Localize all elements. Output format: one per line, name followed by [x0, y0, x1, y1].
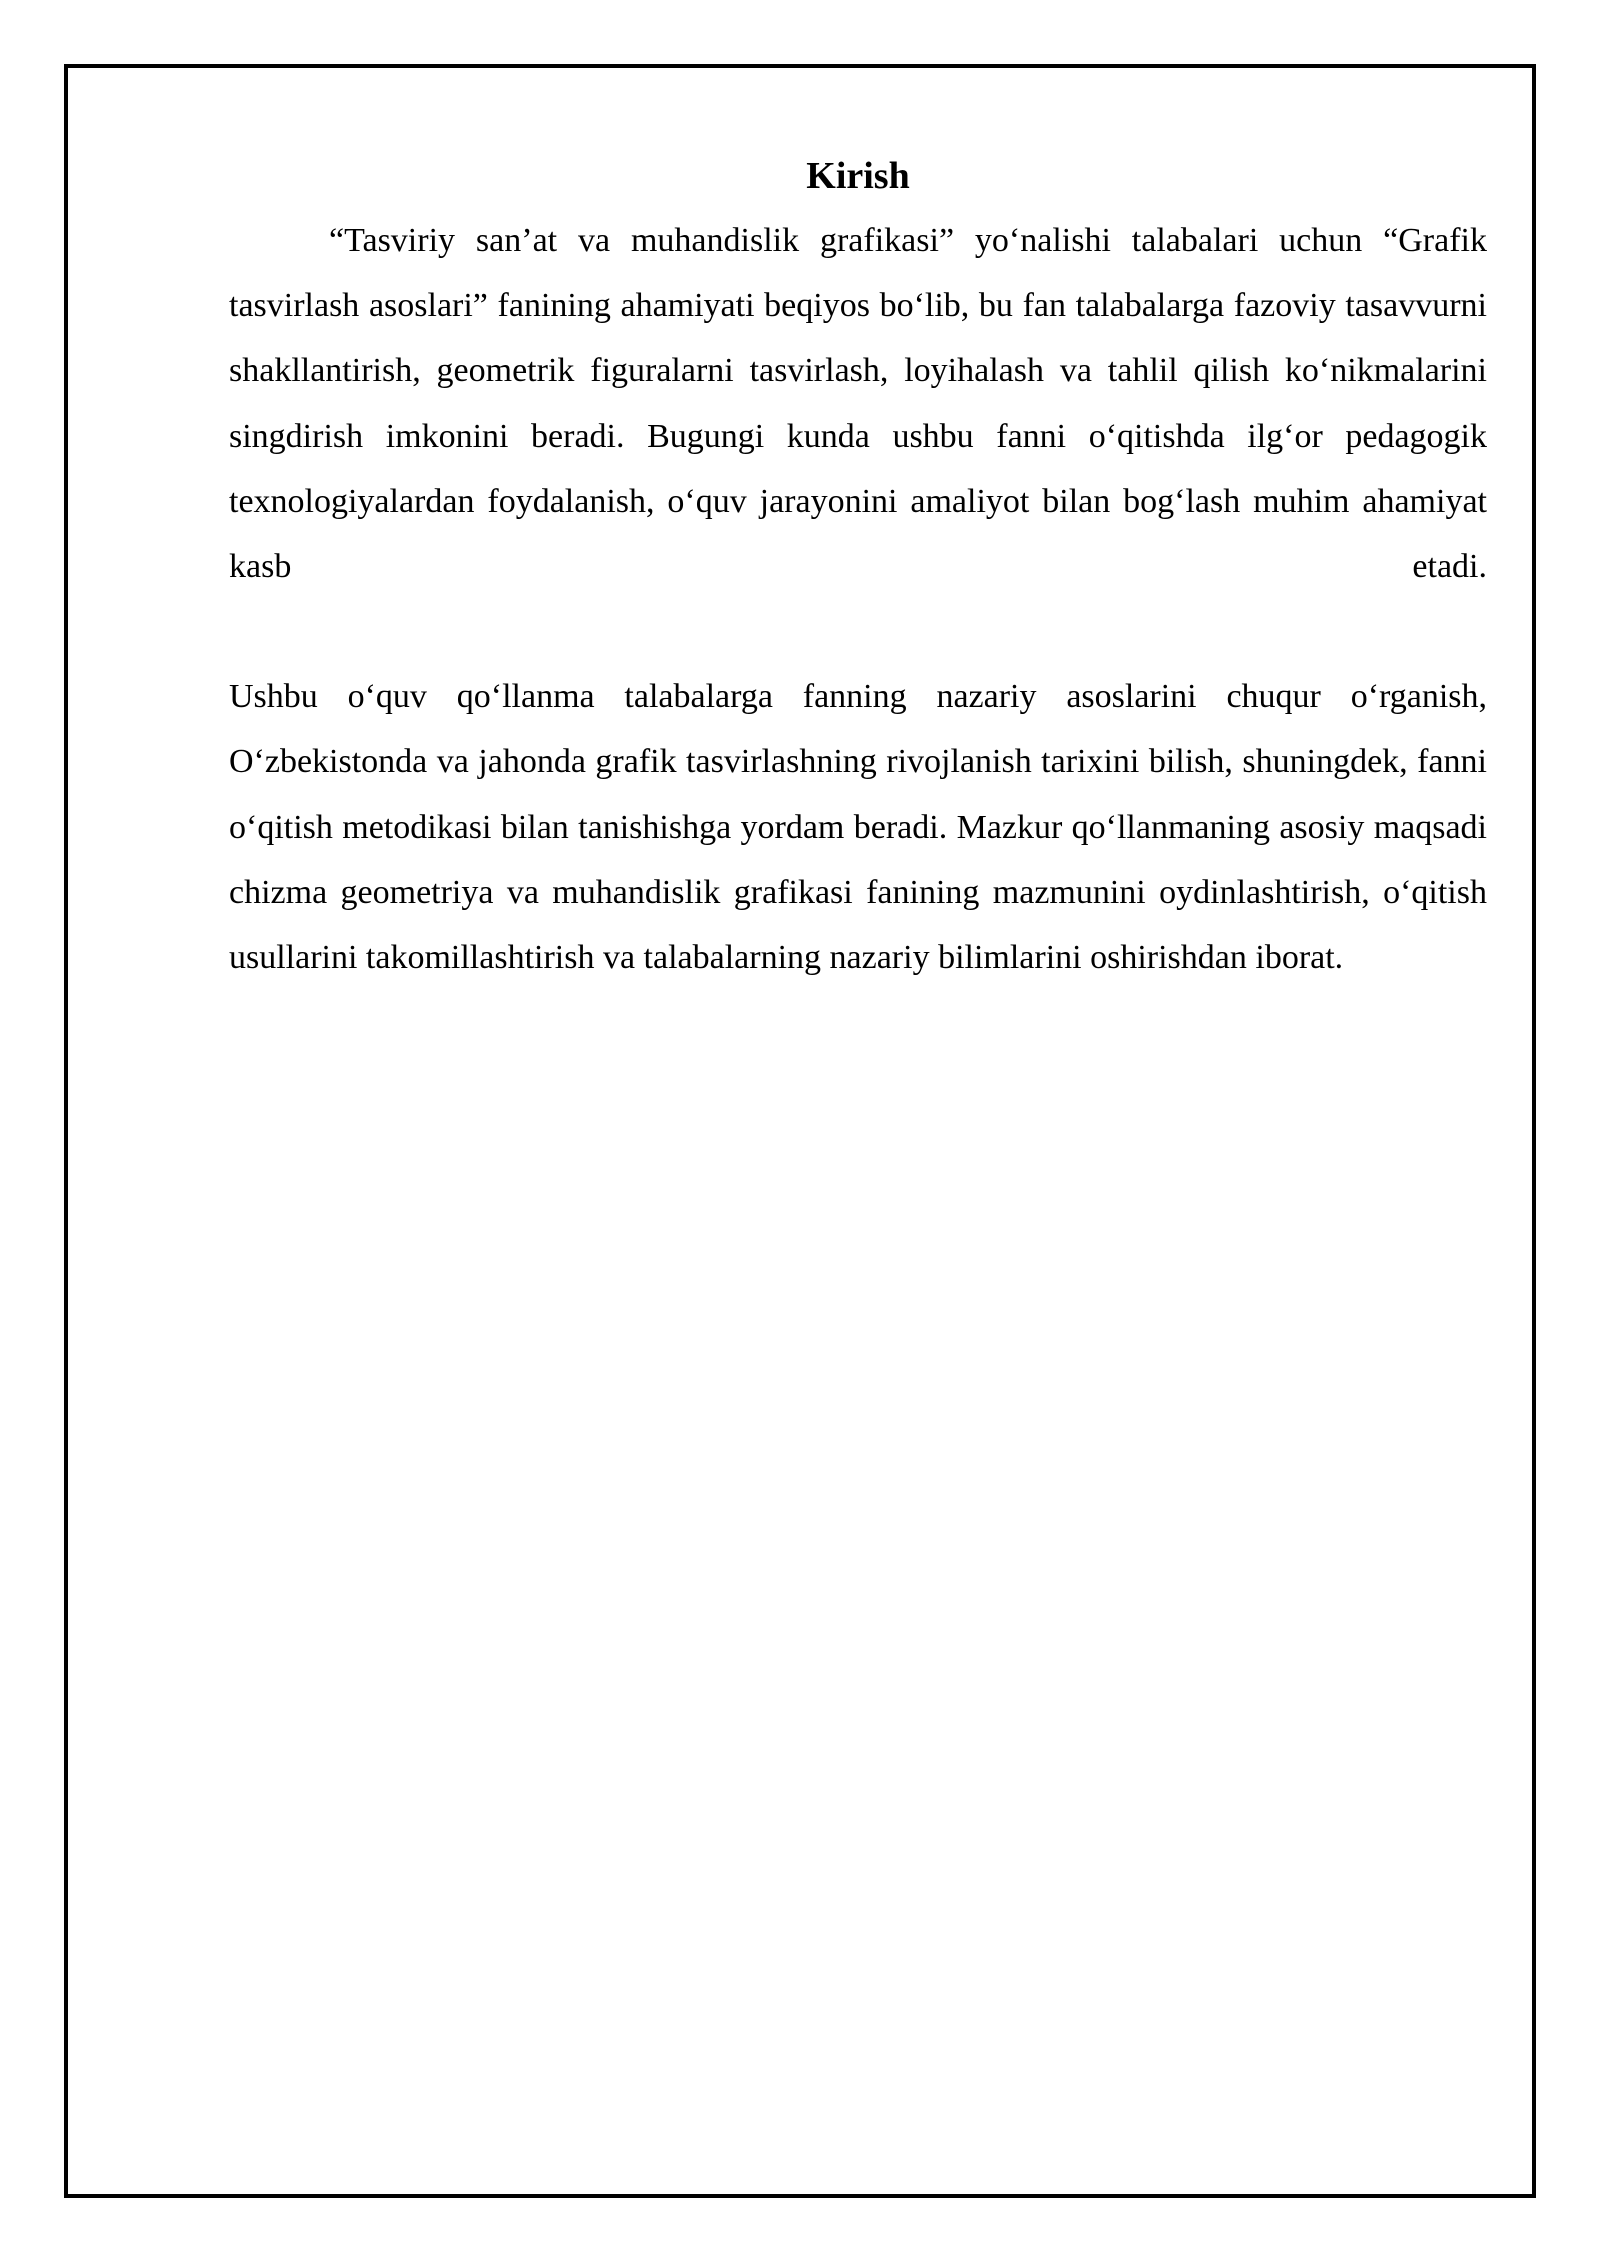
paragraph-intro: “Tasviriy san’at va muhandislik grafikasi” yo‘nalishi talabalari uchun “Grafik tasvirlash asoslari” fanining ahamiyati beqiyos bo‘lib, bu fan talabalarga fazoviy tasavvurni shakllantirish, geometrik figuralarni tasvirlash, loyihalash va tahlil qilish ko‘nikmalarini singdirish imkonini beradi. Bugungi kunda ushbu fanni o‘qitishda ilg‘or pedagogik texnologiyalardan foydalanish, o‘quv jarayonini amaliyot bilan bog‘lash muhim ahamiyat kasb etadi.: [229, 222, 1487, 586]
paragraph-purpose: Ushbu o‘quv qo‘llanma talabalarga fanning nazariy asoslarini chuqur o‘rganish, O‘zbekistonda va jahonda grafik tasvirlashning rivojlanish tarixini bilish, shuningdek, fanni o‘qitish metodikasi bilan tanishishga yordam beradi. Mazkur qo‘llanmaning asosiy maqsadi chizma geometriya va muhandislik grafikasi fanining mazmunini oydinlashtirish, o‘qitish usullarini takomillashtirish va talabalarning nazariy bilimlarini oshirishdan iborat.: [229, 678, 1487, 977]
document-body: [229, 150, 1487, 990]
page-title: Kirish: [806, 155, 910, 197]
paragraph-spacer: [229, 599, 1487, 664]
